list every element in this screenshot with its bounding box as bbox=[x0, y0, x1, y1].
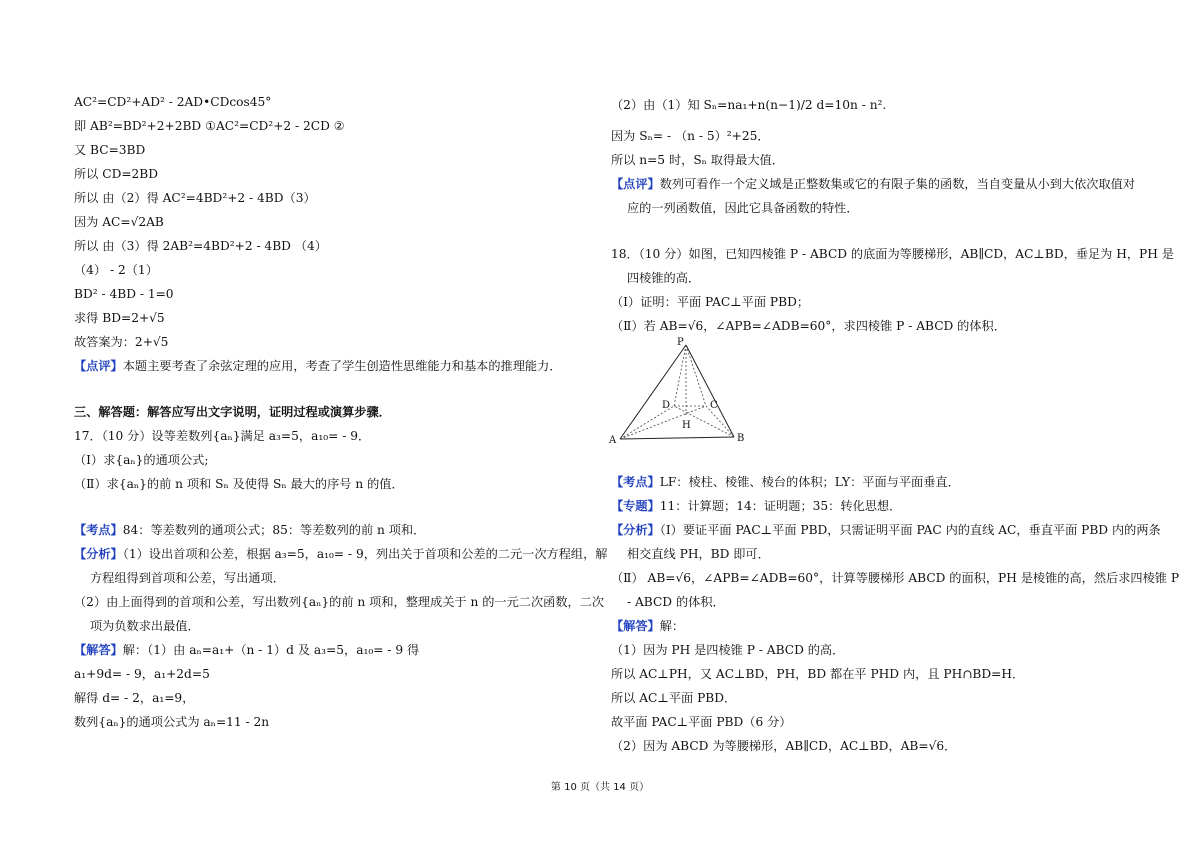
q18-fenxi-4: - ABCD 的体积． bbox=[627, 595, 725, 609]
pingping-tag: 【点评】 bbox=[611, 177, 660, 191]
q18-kaodian-tag: 【考点】 bbox=[611, 475, 660, 489]
q18-fenxi-text-1: （Ⅰ）要证平面 PAC⊥平面 PBD，只需证明平面 PAC 内的直线 AC，垂直平面 PBD 内的两条 bbox=[659, 523, 1161, 537]
pyramid-figure bbox=[606, 333, 756, 448]
q17-stem: 17．（10 分）设等差数列{aₙ}满足 a₃=5，a₁₀= - 9． bbox=[74, 429, 371, 443]
eq-line-1: AC²=CD²+AD² - 2AD•CDcos45° bbox=[74, 95, 272, 109]
q17-jieda-4: 数列{aₙ}的通项公式为 aₙ=11 - 2n bbox=[74, 715, 270, 729]
q18-jieda-1: （1）因为 PH 是四棱锥 P - ABCD 的高． bbox=[611, 643, 845, 657]
fenxi-text-1: （1）设出首项和公差，根据 a₃=5，a₁₀= - 9，列出关于首项和公差的二元一次方程组，解 bbox=[122, 547, 608, 561]
r-pingping-1 bbox=[611, 176, 1135, 192]
q18-jieda-4: 故平面 PAC⊥平面 PBD（6 分） bbox=[611, 715, 792, 729]
edge-PB bbox=[686, 345, 734, 437]
q18-line1: 18．（10 分）如图，已知四棱锥 P - ABCD 的底面为等腰梯形，AB∥CD，AC⊥BD，垂足为 H，PH 是 bbox=[611, 247, 1174, 261]
q17-kaodian bbox=[74, 522, 425, 538]
q18-fenxi-tag: 【分析】 bbox=[611, 523, 660, 537]
eq-line-4: 所以 CD=2BD bbox=[74, 167, 159, 181]
q18-jieda-3: 所以 AC⊥平面 PBD． bbox=[611, 691, 737, 705]
q17-fenxi-3: （2）由上面得到的首项和公差，写出数列{aₙ}的前 n 项和，整理成关于 n 的一元二次函数，二次 bbox=[74, 595, 605, 609]
eq-line-11: 故答案为：2+√5 bbox=[74, 335, 169, 349]
eq-line-10: 求得 BD=2+√5 bbox=[74, 311, 165, 325]
comment-text: 本题主要考查了余弦定理的应用，考查了学生创造性思维能力和基本的推理能力． bbox=[122, 359, 562, 373]
eq-line-7: 所以 由（3）得 2AB²=4BD²+2 - 4BD （4） bbox=[74, 239, 327, 253]
label-B: B bbox=[737, 433, 745, 444]
comment-paragraph bbox=[74, 358, 562, 374]
q17-jieda-1 bbox=[74, 642, 419, 658]
q18-line2: 四棱锥的高． bbox=[627, 271, 701, 285]
r-line-3: 所以 n=5 时，Sₙ 取得最大值． bbox=[611, 153, 784, 167]
eq-line-5: 所以 由（2）得 AC²=4BD²+2 - 4BD（3） bbox=[74, 191, 316, 205]
q17-jieda-2: a₁+9d= - 9，a₁+2d=5 bbox=[74, 667, 210, 681]
jieda-tag: 【解答】 bbox=[74, 643, 123, 657]
r-line-2: 因为 Sₙ= - （n - 5）²+25． bbox=[611, 129, 770, 143]
eq-line-6: 因为 AC=√2AB bbox=[74, 215, 164, 229]
label-H: H bbox=[682, 420, 691, 431]
q17-fenxi-4: 项为负数求出最值． bbox=[90, 619, 200, 633]
eq-line-9: BD² - 4BD - 1=0 bbox=[74, 287, 174, 301]
edge-PA bbox=[620, 345, 686, 439]
q17-part1: （Ⅰ）求{aₙ}的通项公式; bbox=[74, 453, 209, 467]
q18-kaodian-text: LF：棱柱、棱锥、棱台的体积；LY：平面与平面垂直． bbox=[659, 475, 960, 489]
r-pingping-2: 应的一列函数值，因此它具备函数的特性． bbox=[627, 201, 859, 215]
section-header: 三、解答题：解答应写出文字说明，证明过程或演算步骤． bbox=[74, 405, 391, 419]
q17-fenxi-2: 方程组得到首项和公差，写出通项． bbox=[90, 571, 285, 585]
q17-jieda-3: 解得 d= - 2，a₁=9， bbox=[74, 691, 195, 705]
q18-part2: （Ⅱ）若 AB=√6，∠APB=∠ADB=60°，求四棱锥 P - ABCD 的体积． bbox=[611, 319, 1006, 333]
label-A: A bbox=[609, 435, 617, 446]
label-C: C bbox=[710, 400, 718, 411]
q18-zhuanti-tag: 【专题】 bbox=[611, 499, 660, 513]
q18-fenxi-2: 相交直线 PH，BD 即可． bbox=[627, 547, 770, 561]
q18-jieda-2: 所以 AC⊥PH，又 AC⊥BD，PH，BD 都在平 PHD 内，且 PH∩BD=H． bbox=[611, 667, 1025, 681]
label-D: D bbox=[662, 400, 671, 411]
q17-fenxi-1 bbox=[74, 546, 607, 562]
q18-fenxi-3: （Ⅱ） AB=√6，∠APB=∠ADB=60°，计算等腰梯形 ABCD 的面积，PH 是棱锥的高，然后求四棱锥 P bbox=[611, 571, 1180, 585]
q18-jieda-head-text: 解： bbox=[659, 619, 685, 633]
fenxi-tag: 【分析】 bbox=[74, 547, 123, 561]
comment-tag: 【点评】 bbox=[74, 359, 123, 373]
edge-PC bbox=[686, 345, 706, 406]
q18-fenxi-1 bbox=[611, 522, 1161, 538]
kaodian-text: 84：等差数列的通项公式；85：等差数列的前 n 项和． bbox=[122, 523, 426, 537]
q18-part1: （Ⅰ）证明：平面 PAC⊥平面 PBD； bbox=[611, 295, 810, 309]
q18-jieda-tag: 【解答】 bbox=[611, 619, 660, 633]
page-footer: 第 10 页（共 14 页） bbox=[550, 782, 650, 793]
pingping-text-1: 数列可看作一个定义域是正整数集或它的有限子集的函数，当自变量从小到大依次取值对 bbox=[659, 177, 1136, 191]
eq-line-3: 又 BC=3BD bbox=[74, 143, 146, 157]
edge-AB bbox=[620, 437, 734, 439]
eq-line-2: 即 AB²=BD²+2+2BD ①AC²=CD²+2 - 2CD ② bbox=[74, 119, 345, 133]
q17-part2: （Ⅱ）求{aₙ}的前 n 项和 Sₙ 及使得 Sₙ 最大的序号 n 的值． bbox=[74, 477, 404, 491]
q18-zhuanti bbox=[611, 498, 901, 514]
q18-jieda-5: （2）因为 ABCD 为等腰梯形，AB∥CD，AC⊥BD，AB=√6． bbox=[611, 739, 957, 753]
eq-line-8: （4） - 2（1） bbox=[74, 263, 158, 277]
r-line-1: （2）由（1）知 Sₙ=na₁+n(n−1)/2 d=10n - n². bbox=[611, 98, 887, 112]
pyramid-diagram bbox=[606, 333, 756, 448]
q18-zhuanti-text: 11：计算题；14：证明题；35：转化思想． bbox=[659, 499, 902, 513]
q18-kaodian bbox=[611, 474, 960, 490]
jieda-text-1: 解：（1）由 aₙ=a₁+（n - 1）d 及 a₃=5，a₁₀= - 9 得 bbox=[122, 643, 420, 657]
kaodian-tag: 【考点】 bbox=[74, 523, 123, 537]
label-P: P bbox=[677, 337, 684, 348]
q18-jieda-head bbox=[611, 618, 684, 634]
